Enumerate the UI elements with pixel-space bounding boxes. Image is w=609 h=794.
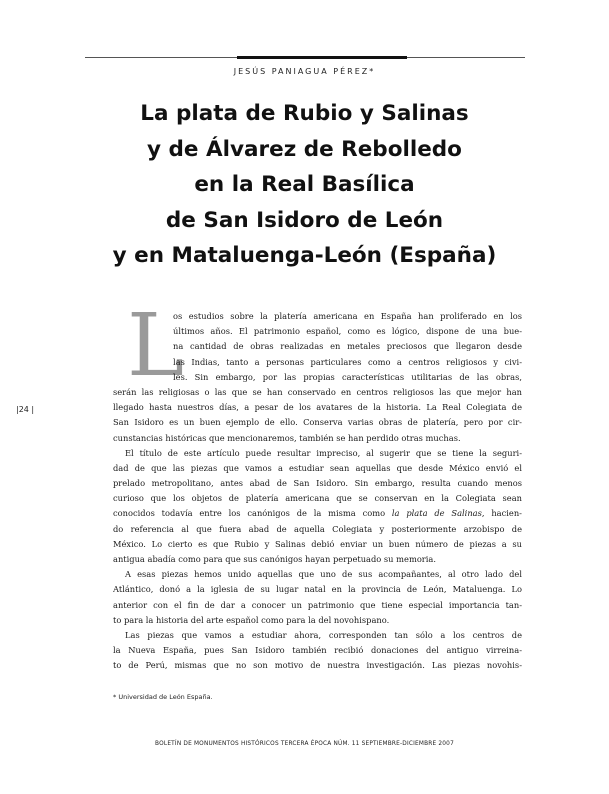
body-line: curioso que los objetos de platería americana que se conservan en la Colegiata sean — [113, 493, 522, 504]
body-line: antigua abadía como para que sus canónigos hayan perpetuado su memoria. — [113, 554, 437, 564]
title-line: y en Mataluenga-León (España) — [112, 243, 497, 268]
body-line: do referencia al que fuera abad de aquella Colegiata y posteriormente arzobispo de — [113, 523, 522, 534]
body-line: na cantidad de obras realizadas en metales preciosos que llegaron desde — [173, 341, 522, 352]
body-line: to de Perú, mismas que no son motivo de nuestra investigación. Las piezas novohis- — [113, 660, 522, 671]
title-line: La plata de Rubio y Salinas — [140, 101, 469, 126]
title-line: y de Álvarez de Rebolledo — [147, 136, 462, 162]
body-line: Las piezas que vamos a estudiar ahora, corresponden tan sólo a los centros de — [125, 629, 522, 640]
article-body — [113, 309, 522, 674]
journal-footer: BOLETÍN DE MONUMENTOS HISTÓRICOS TERCERA ÉPOCA NÚM. 11 SEPTIEMBRE-DICIEMBRE 2007 — [155, 741, 454, 747]
body-line: os estudios sobre la platería americana en España han proliferado en los — [173, 311, 522, 321]
title-line: en la Real Basílica — [194, 172, 415, 197]
body-line: cunstancias históricas que mencionaremos, también se han perdido otras muchas. — [113, 432, 461, 443]
drop-cap: L — [127, 296, 185, 396]
header-rule-accent — [237, 56, 407, 59]
body-line: llegado hasta nuestros días, a pesar de los avatares de la historia. La Real Colegiata de — [113, 402, 522, 413]
body-line: conocidos todavía entre los canónigos de la misma como la plata de Salinas, hacien- — [113, 508, 522, 519]
body-line: A esas piezas hemos unido aquellas que uno de sus acompañantes, al otro lado del — [125, 569, 522, 580]
footnote: * Universidad de León España. — [113, 693, 213, 701]
body-line: les. Sin embargo, por las propias características utilitarias de las obras, — [173, 371, 522, 382]
body-line: últimos años. El patrimonio español, como es lógico, dispone de una bue- — [173, 326, 522, 337]
body-line: prelado metropolitano, antes abad de San Isidoro. Sin embargo, resulta cuando menos — [113, 478, 522, 489]
body-line: serán las religiosas o las que se han conservado en centros religiosos las que mejor han — [113, 386, 522, 397]
body-line: las Indias, tanto a personas particulares como a centros religiosos y civi- — [173, 356, 522, 367]
body-line: San Isidoro es un buen ejemplo de ello. Conserva varias obras de platería, pero por cir- — [113, 417, 522, 428]
body-line: dad de que las piezas que vamos a estudiar sean aquellas que desde México envió el — [113, 462, 522, 473]
body-line: anterior con el fin de dar a conocer un patrimonio que tiene especial importancia tan- — [113, 599, 522, 610]
author-name: JESÚS PANIAGUA PÉREZ* — [233, 67, 376, 76]
body-line: to para la historia del arte español como para la del novohispano. — [113, 614, 390, 625]
body-line: Atlántico, donó a la iglesia de su lugar natal en la provincia de León, Mataluenga. Lo — [113, 584, 522, 595]
article-title — [40, 96, 569, 274]
title-line: de San Isidoro de León — [165, 207, 444, 233]
body-line: México. Lo cierto es que Rubio y Salinas debió enviar un buen número de piezas a su — [113, 538, 522, 549]
body-line: la Nueva España, pues San Isidoro también recibió donaciones del antiguo virreina- — [113, 645, 522, 656]
body-line: El título de este artículo puede resultar impreciso, al sugerir que se tiene la seguri- — [125, 447, 522, 458]
page-number: |24 | — [16, 405, 35, 414]
